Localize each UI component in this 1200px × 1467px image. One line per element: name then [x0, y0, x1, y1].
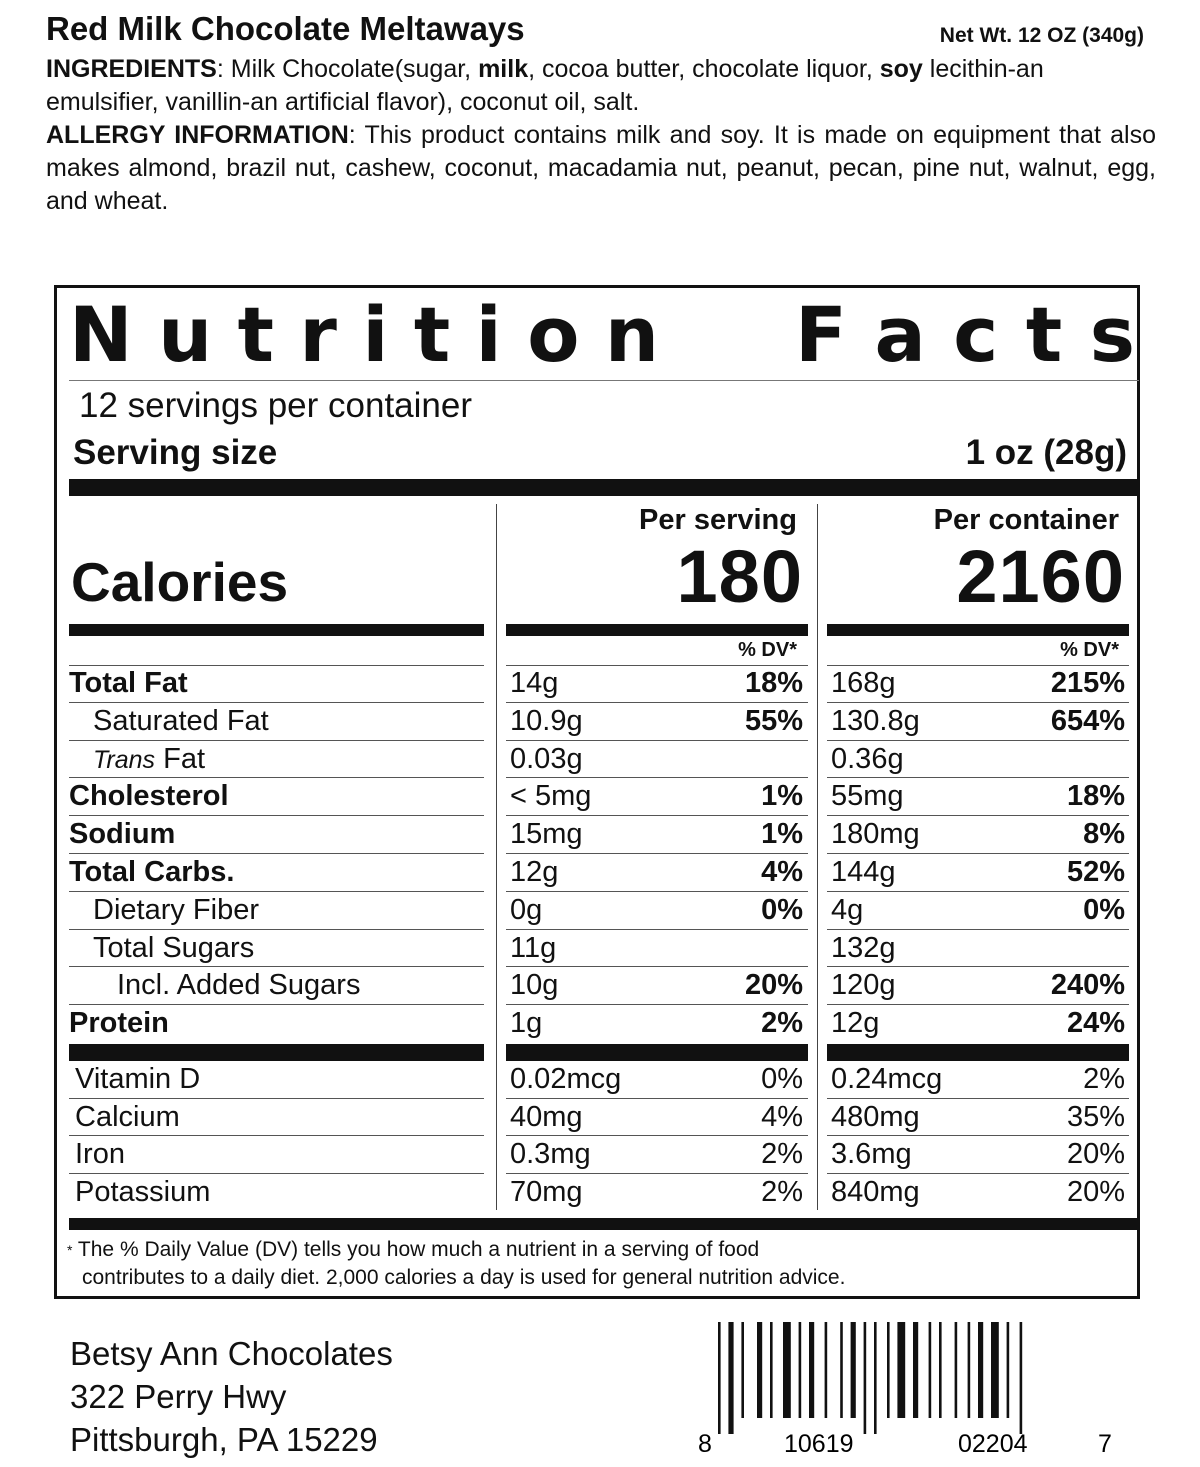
serving-dv: 1% — [761, 818, 803, 851]
container-amount: 132g — [831, 931, 896, 964]
serving-dv: 18% — [744, 667, 803, 699]
barcode-bar — [825, 1322, 828, 1418]
container-amount: 180mg — [831, 818, 920, 851]
ingredients-part: lecithin-an emulsifier, vanillin-an artificial flavor), coconut oil, salt. — [46, 55, 1044, 116]
serving-amount: 0.03g — [510, 742, 583, 775]
barcode-bar — [770, 1322, 773, 1418]
nutrient-name: Iron — [75, 1138, 125, 1171]
nutrient-name — [93, 743, 205, 776]
barcode-bar — [809, 1322, 814, 1418]
container-amount: 0.36g — [831, 742, 904, 775]
container-dv: 240% — [1050, 969, 1125, 1002]
barcode-bar — [887, 1322, 890, 1418]
container-amount: 12g — [831, 1007, 880, 1040]
nutrient-name: Dietary Fiber — [93, 893, 259, 926]
serving-size-label: Serving size — [73, 433, 278, 472]
ingredients-soy: soy — [879, 55, 923, 83]
barcode-bar — [897, 1322, 905, 1418]
calories-label: Calories — [71, 551, 289, 613]
dv-label-container: % DV* — [1060, 639, 1119, 661]
nutrient-row — [57, 893, 1137, 931]
serving-amount: 70mg — [510, 1175, 583, 1208]
ingredients-text — [46, 53, 1156, 119]
nutrient-name: Calcium — [75, 1100, 180, 1133]
serving-amount: < 5mg — [510, 780, 592, 813]
barcode-digit: 7 — [1098, 1430, 1112, 1458]
nutrient-name: Saturated Fat — [93, 704, 269, 737]
title-letter: c — [953, 289, 999, 379]
ingredients-part: : Milk Chocolate(sugar, — [216, 55, 479, 83]
serving-amount: 0.3mg — [510, 1138, 591, 1171]
barcode-bar — [913, 1322, 918, 1418]
thick-divider — [69, 1218, 1139, 1230]
thick-divider — [827, 624, 1129, 636]
per-container-label: Per container — [933, 504, 1119, 536]
barcode-bar — [728, 1322, 733, 1434]
row-divider — [506, 891, 808, 892]
barcode-bar — [757, 1322, 762, 1418]
serving-amount: 15mg — [510, 818, 583, 851]
title-letter: N — [69, 289, 133, 379]
vitamin-row — [57, 1062, 1137, 1100]
serving-amount: 40mg — [510, 1100, 583, 1133]
row-divider — [827, 929, 1129, 930]
row-divider — [69, 740, 484, 741]
dv-label-serving: % DV* — [738, 639, 797, 661]
barcode-bar — [874, 1322, 877, 1434]
container-amount: 168g — [831, 667, 896, 699]
serving-dv: 1% — [761, 780, 803, 813]
container-amount: 840mg — [831, 1175, 920, 1208]
title-word-facts — [795, 290, 1135, 379]
row-divider — [827, 815, 1129, 816]
row-divider — [827, 1135, 1129, 1136]
nutrient-row — [57, 931, 1137, 969]
row-divider — [69, 815, 484, 816]
row-divider — [827, 966, 1129, 967]
thick-divider — [69, 1044, 484, 1061]
container-dv: 8% — [1083, 818, 1125, 851]
row-divider — [69, 1173, 484, 1174]
row-divider — [506, 1098, 808, 1099]
company-city: Pittsburgh, PA 15229 — [70, 1421, 378, 1458]
footnote-star: * — [67, 1242, 73, 1258]
barcode-bar — [851, 1322, 856, 1418]
serving-amount: 14g — [510, 667, 559, 699]
container-amount: 144g — [831, 856, 896, 888]
allergy-body: : This product contains milk and soy. It is made on equipment that also makes almond, brazil nut, cashew, coconut, macadamia nut, peanut, pecan, pine nut, walnut, egg, and wheat. — [46, 121, 1156, 215]
vitamin-row — [57, 1175, 1137, 1213]
row-divider — [827, 891, 1129, 892]
serving-dv: 4% — [761, 1100, 803, 1133]
barcode-digits: 10619 — [784, 1430, 854, 1458]
serving-amount: 12g — [510, 856, 559, 888]
container-amount: 130.8g — [831, 704, 920, 737]
container-dv: 18% — [1066, 780, 1125, 813]
serving-dv: 20% — [744, 969, 803, 1002]
row-divider — [827, 740, 1129, 741]
container-amount: 0.24mcg — [831, 1063, 943, 1095]
serving-dv: 0% — [761, 893, 803, 926]
row-divider — [827, 853, 1129, 854]
nutrient-name: Total Sugars — [93, 931, 255, 964]
allergy-label: ALLERGY INFORMATION — [46, 121, 349, 149]
barcode-bar — [1020, 1322, 1023, 1434]
serving-dv: 2% — [761, 1138, 803, 1171]
thick-divider — [506, 1044, 808, 1061]
nutrient-name-rest: Fat — [155, 742, 206, 775]
row-divider — [506, 929, 808, 930]
allergy-text — [46, 119, 1156, 218]
thick-divider — [827, 1044, 1129, 1061]
nutrient-name: Total Fat — [69, 667, 188, 699]
per-serving-label: Per serving — [639, 504, 797, 536]
container-dv: 0% — [1083, 893, 1125, 926]
serving-amount: 11g — [510, 931, 557, 964]
nutrient-name: Total Carbs. — [69, 856, 235, 888]
serving-amount: 0g — [510, 893, 543, 926]
nutrient-row — [57, 855, 1137, 893]
product-title: Red Milk Chocolate Meltaways — [46, 10, 525, 47]
serving-amount: 0.02mcg — [510, 1063, 622, 1095]
barcode-bar — [939, 1322, 942, 1418]
serving-dv: 55% — [744, 704, 803, 737]
row-divider — [506, 702, 808, 703]
title-letter: i — [362, 289, 389, 379]
title-letter: o — [527, 289, 580, 379]
nutrient-name: Protein — [69, 1007, 169, 1040]
container-dv: 20% — [1066, 1175, 1125, 1208]
row-divider — [827, 1173, 1129, 1174]
nutrient-name: Cholesterol — [69, 780, 229, 813]
barcode-bar — [991, 1322, 999, 1418]
barcode-bar — [1007, 1322, 1010, 1418]
row-divider — [506, 1135, 808, 1136]
title-letter: u — [158, 289, 213, 379]
company-address — [70, 1332, 393, 1461]
container-dv: 24% — [1066, 1007, 1125, 1040]
nutrient-row — [57, 817, 1137, 855]
title-letter: s — [1089, 289, 1135, 379]
row-divider — [827, 777, 1129, 778]
container-dv: 20% — [1066, 1138, 1125, 1171]
thick-divider — [69, 624, 484, 636]
container-dv: 2% — [1083, 1063, 1125, 1095]
row-divider — [506, 740, 808, 741]
row-divider — [506, 815, 808, 816]
title-letter: a — [874, 289, 926, 379]
nutrient-row — [57, 666, 1137, 704]
container-dv: 215% — [1050, 667, 1125, 699]
nutrient-name: Incl. Added Sugars — [117, 969, 361, 1002]
nutrient-row — [57, 968, 1137, 1006]
nutrient-name: Sodium — [69, 818, 176, 851]
vitamin-row — [57, 1137, 1137, 1175]
row-divider — [506, 853, 808, 854]
barcode-bar — [978, 1322, 983, 1418]
title-word-nutrition — [69, 290, 659, 379]
footnote-line2: contributes to a daily diet. 2,000 calories a day is used for general nutrition advice. — [82, 1266, 846, 1289]
net-weight: Net Wt. 12 OZ (340g) — [939, 24, 1144, 47]
nutrient-row — [57, 742, 1137, 780]
nutrient-name: Potassium — [75, 1175, 211, 1208]
company-name: Betsy Ann Chocolates — [70, 1335, 393, 1372]
container-amount: 120g — [831, 969, 896, 1002]
serving-amount: 10.9g — [510, 704, 583, 737]
serving-dv: 2% — [761, 1007, 803, 1040]
barcode-bar — [799, 1322, 802, 1418]
ingredients-label: INGREDIENTS — [46, 55, 217, 83]
vitamin-row — [57, 1100, 1137, 1138]
row-divider — [69, 853, 484, 854]
row-divider — [69, 966, 484, 967]
barcode-bar — [968, 1322, 971, 1418]
row-divider — [69, 891, 484, 892]
row-divider — [506, 1004, 808, 1005]
row-divider — [69, 1135, 484, 1136]
servings-per-container: 12 servings per container — [79, 386, 472, 425]
title-letter: t — [237, 289, 274, 379]
company-street: 322 Perry Hwy — [70, 1378, 287, 1415]
nutrient-name-italic: Trans — [93, 745, 156, 774]
container-dv: 654% — [1050, 704, 1125, 737]
footnote-line1: The % Daily Value (DV) tells you how much a nutrient in a serving of food — [77, 1238, 760, 1261]
container-amount: 4g — [831, 893, 864, 926]
row-divider — [827, 1004, 1129, 1005]
container-amount: 3.6mg — [831, 1138, 912, 1171]
row-divider — [69, 777, 484, 778]
serving-amount: 10g — [510, 969, 559, 1002]
title-letter: F — [795, 289, 847, 379]
row-divider — [506, 777, 808, 778]
calories-per-container: 2160 — [956, 535, 1125, 618]
container-dv: 52% — [1066, 856, 1125, 888]
container-amount: 480mg — [831, 1100, 920, 1133]
ingredients-part: , cocoa butter, chocolate liquor, — [528, 55, 880, 83]
row-divider — [506, 1173, 808, 1174]
serving-size-value: 1 oz (28g) — [965, 433, 1127, 472]
row-divider — [506, 966, 808, 967]
serving-dv: 2% — [761, 1175, 803, 1208]
title-letter: t — [1025, 289, 1063, 379]
nutrition-facts-panel — [54, 285, 1140, 1299]
barcode-bar — [840, 1322, 843, 1418]
row-divider — [69, 1004, 484, 1005]
barcode-bar — [955, 1322, 958, 1418]
row-divider — [827, 1098, 1129, 1099]
barcode-bar — [864, 1322, 867, 1434]
calories-per-serving: 180 — [676, 535, 803, 618]
nutrition-facts-title — [69, 290, 1135, 378]
thick-divider — [506, 624, 808, 636]
ingredients-milk: milk — [478, 55, 529, 83]
nutrient-row — [57, 704, 1137, 742]
row-divider — [827, 702, 1129, 703]
container-amount: 55mg — [831, 780, 904, 813]
nutrient-row — [57, 1006, 1137, 1044]
serving-dv: 4% — [761, 856, 803, 888]
container-dv: 35% — [1066, 1100, 1125, 1133]
thick-divider — [69, 479, 1139, 496]
nutrient-row — [57, 779, 1137, 817]
title-letter: n — [604, 289, 659, 379]
row-divider — [69, 929, 484, 930]
barcode-bar — [929, 1322, 932, 1418]
upc-barcode — [696, 1318, 1116, 1458]
serving-dv: 0% — [761, 1063, 803, 1095]
barcode-digits: 02204 — [958, 1430, 1028, 1458]
title-letter: i — [475, 289, 502, 379]
title-letter: r — [299, 289, 337, 379]
serving-amount: 1g — [510, 1007, 543, 1040]
nutrient-name: Vitamin D — [75, 1063, 201, 1095]
barcode-digit: 8 — [698, 1430, 712, 1458]
barcode-bar — [741, 1322, 744, 1418]
divider — [69, 380, 1139, 381]
row-divider — [69, 702, 484, 703]
daily-value-footnote — [67, 1236, 845, 1292]
title-letter: t — [413, 289, 451, 379]
barcode-bar — [718, 1322, 721, 1434]
barcode-bar — [783, 1322, 791, 1418]
row-divider — [69, 1098, 484, 1099]
